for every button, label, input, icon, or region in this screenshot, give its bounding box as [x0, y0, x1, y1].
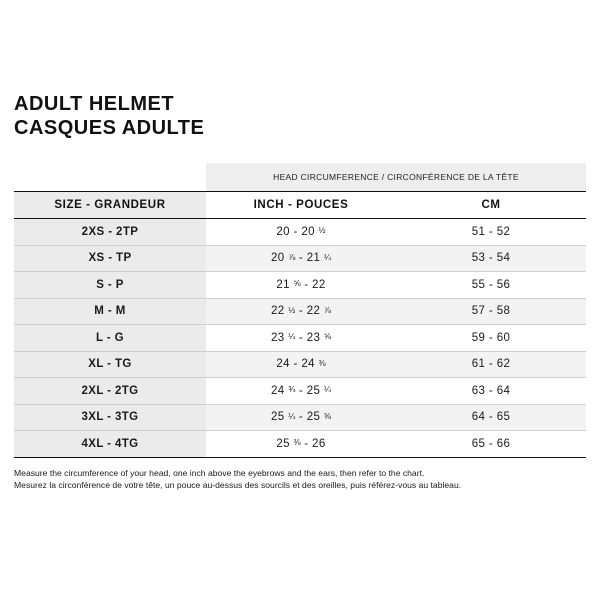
- cell-size: 2XL - 2TG: [14, 378, 206, 405]
- table-row: [14, 219, 586, 246]
- page-title: [14, 0, 586, 140]
- table-row: [14, 378, 586, 405]
- title-line-english: ADULT HELMET: [14, 93, 175, 115]
- table-row: [14, 245, 586, 272]
- measurement-notes: [14, 467, 586, 492]
- table-row: [14, 325, 586, 352]
- table-row: [14, 431, 586, 458]
- cell-cm-range: 65 - 66: [396, 431, 586, 458]
- column-header-inch: INCH - POUCES: [206, 192, 396, 219]
- cell-inch-range: 24 ¾ - 25 ¼: [206, 378, 396, 405]
- column-header-cm: CM: [396, 192, 586, 219]
- cell-cm-range: 61 - 62: [396, 351, 586, 378]
- cell-cm-range: 64 - 65: [396, 404, 586, 431]
- table-body: [14, 219, 586, 458]
- cell-cm-range: 53 - 54: [396, 245, 586, 272]
- cell-inch-range: 24 - 24 ⅜: [206, 351, 396, 378]
- cell-size: 2XS - 2TP: [14, 219, 206, 246]
- cell-size: L - G: [14, 325, 206, 352]
- table-header: [14, 163, 586, 219]
- cell-inch-range: 25 ⅜ - 26: [206, 431, 396, 458]
- note-french: Mesurez la circonférence de votre tête, un pouce au-dessus des sourcils et des oreilles, puis référez-vous au tableau.: [14, 480, 462, 490]
- cell-cm-range: 51 - 52: [396, 219, 586, 246]
- title-line-french: CASQUES ADULTE: [14, 117, 205, 139]
- column-header-size: SIZE - GRANDEUR: [14, 192, 206, 219]
- cell-size: XL - TG: [14, 351, 206, 378]
- cell-size: XS - TP: [14, 245, 206, 272]
- cell-inch-range: 20 - 20 ½: [206, 219, 396, 246]
- cell-inch-range: 23 ¼ - 23 ⅝: [206, 325, 396, 352]
- table-row: [14, 272, 586, 299]
- table-row: [14, 404, 586, 431]
- cell-size: M - M: [14, 298, 206, 325]
- cell-inch-range: 20 ⅞ - 21 ¼: [206, 245, 396, 272]
- table-group-header-row: [14, 163, 586, 192]
- cell-inch-range: 22 ½ - 22 ⅞: [206, 298, 396, 325]
- cell-cm-range: 57 - 58: [396, 298, 586, 325]
- table-column-header-row: [14, 192, 586, 219]
- cell-cm-range: 63 - 64: [396, 378, 586, 405]
- cell-size: 4XL - 4TG: [14, 431, 206, 458]
- cell-size: S - P: [14, 272, 206, 299]
- cell-cm-range: 59 - 60: [396, 325, 586, 352]
- group-header-blank: [14, 163, 206, 192]
- cell-inch-range: 21 ⅝ - 22: [206, 272, 396, 299]
- table-row: [14, 298, 586, 325]
- table-row: [14, 351, 586, 378]
- note-english: Measure the circumference of your head, one inch above the eyebrows and the ears, then refer to the chart.: [14, 467, 425, 478]
- cell-cm-range: 55 - 56: [396, 272, 586, 299]
- cell-inch-range: 25 ¼ - 25 ⅜: [206, 404, 396, 431]
- cell-size: 3XL - 3TG: [14, 404, 206, 431]
- size-chart-table: [14, 163, 586, 458]
- group-header-circumference: HEAD CIRCUMFERENCE / CIRCONFÉRENCE DE LA TÊTE: [206, 163, 586, 192]
